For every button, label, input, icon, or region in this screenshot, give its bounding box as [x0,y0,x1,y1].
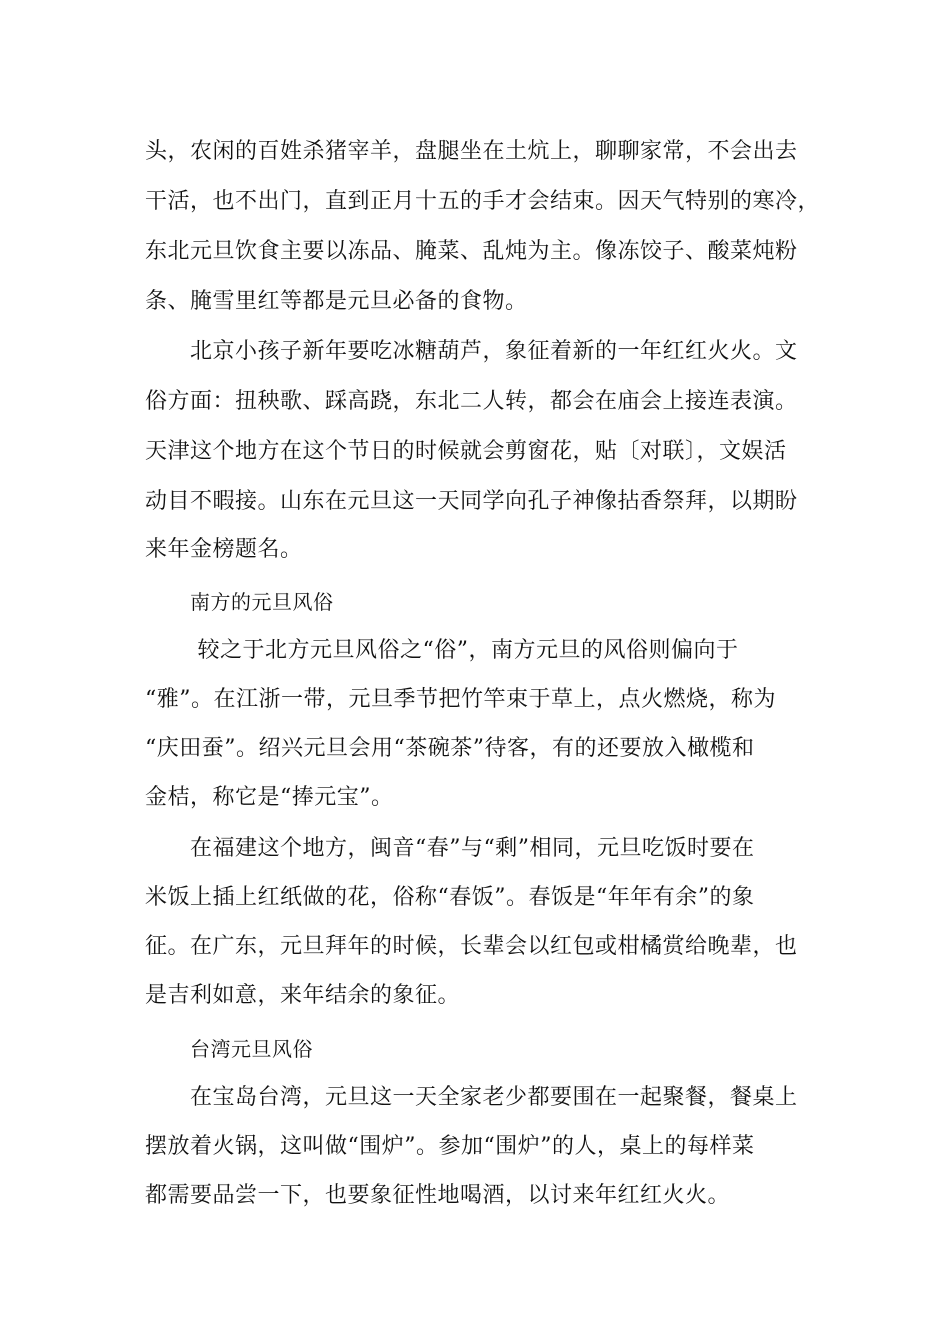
text-line: “雅”。在江浙一带，元旦季节把竹竿束于草上，点火燃烧，称为 [145,687,776,712]
text-line: “庆田蚕”。绍兴元旦会用“茶碗茶”待客，有的还要放入橄榄和 [145,736,755,761]
text-line: 都需要品尝一下，也要象征性地喝酒，以讨来年红红火火。 [145,1183,731,1208]
text-line: 东北元旦饮食主要以冻品、腌菜、乱炖为主。像冻饺子、酸菜炖粉 [145,239,798,264]
text-line: 北京小孩子新年要吃冰糖葫芦，象征着新的一年红红火火。文 [190,339,798,364]
text-line: 征。在广东，元旦拜年的时候，长辈会以红包或柑橘赏给晚辈，也 [145,934,798,959]
section-heading-south: 南方的元旦风俗 [190,590,334,614]
text-line: 来年金榜题名。 [145,537,303,562]
text-line: 条、腌雪里红等都是元旦必备的食物。 [145,289,528,314]
text-line: 米饭上插上红纸做的花，俗称“春饭”。春饭是“年年有余”的象 [145,885,755,910]
text-line: 干活，也不出门，直到正月十五的手才会结束。因天气特别的寒冷， [145,189,821,214]
text-line: 在福建这个地方，闽音“春”与“剩”相同，元旦吃饭时要在 [190,836,755,861]
text-line: 金桔，称它是“捧元宝”。 [145,785,394,810]
text-line: 头，农闲的百姓杀猪宰羊，盘腿坐在土炕上，聊聊家常，不会出去 [145,139,798,164]
text-line: 在宝岛台湾，元旦这一天全家老少都要围在一起聚餐，餐桌上 [190,1085,798,1110]
section-heading-taiwan: 台湾元旦风俗 [190,1037,313,1061]
text-line: 天津这个地方在这个节日的时候就会剪窗花，贴〔对联〕，文娱活 [145,439,787,464]
text-line: 俗方面：扭秧歌、踩高跷，东北二人转，都会在庙会上接连表演。 [145,389,798,414]
text-line: 是吉利如意，来年结余的象征。 [145,983,461,1008]
text-line: 摆放着火锅，这叫做“围炉”。参加“围炉”的人，桌上的每样菜 [145,1134,755,1159]
text-line: 动目不暇接。山东在元旦这一天同学向孔子神像拈香祭拜，以期盼 [145,489,798,514]
text-line: 较之于北方元旦风俗之“俗”，南方元旦的风俗则偏向于 [190,638,739,663]
